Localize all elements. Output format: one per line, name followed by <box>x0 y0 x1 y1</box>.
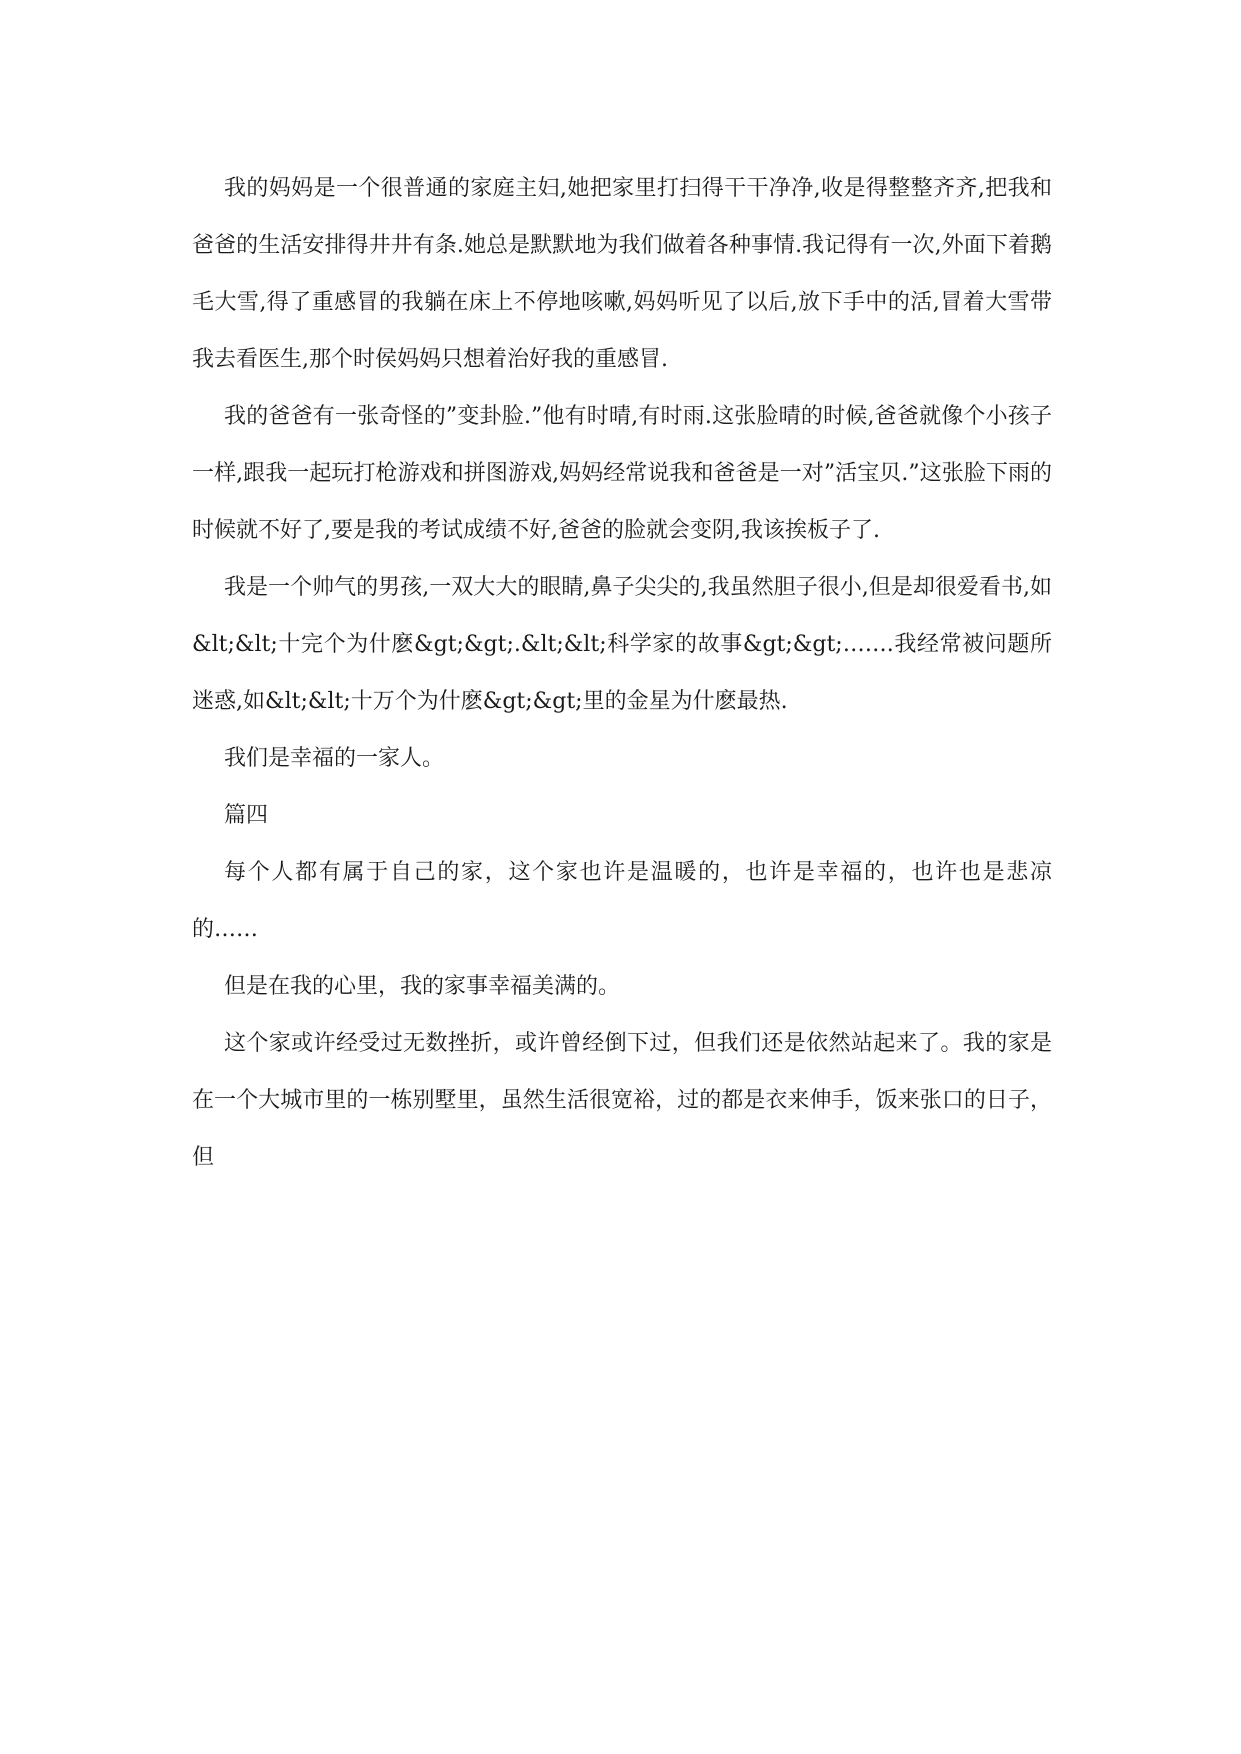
paragraph-mother: 我的妈妈是一个很普通的家庭主妇,她把家里打扫得干干净净,收是得整整齐齐,把我和爸爸的生活安排得井井有条.她总是默默地为我们做着各种事情.我记得有一次,外面下着鹅毛大雪,得了重感冒的我躺在床上不停地咳嗽,妈妈听见了以后,放下手中的活,冒着大雪带我去看医生,那个时侯妈妈只想着治好我的重感冒. <box>192 176 1052 372</box>
paragraph-happy-family: 我们是幸福的一家人。 <box>224 746 445 771</box>
paragraph-self: 我是一个帅气的男孩,一双大大的眼睛,鼻子尖尖的,我虽然胆子很小,但是却很爱看书,如&lt;&lt;十完个为什麽&gt;&gt;.&lt;&lt;科学家的故事&gt;&gt;…….我经常被问题所迷惑,如&lt;&lt;十万个为什麽&gt;&gt;里的金星为什麽最热. <box>192 575 1052 714</box>
paragraph-everyone-home: 每个人都有属于自己的家，这个家也许是温暖的，也许是幸福的，也许也是悲凉的…… <box>192 860 1052 942</box>
document-page <box>192 160 1052 1186</box>
paragraph-my-heart: 但是在我的心里，我的家事幸福美满的。 <box>224 974 621 999</box>
section-heading: 篇四 <box>224 803 269 828</box>
paragraph-father: 我的爸爸有一张奇怪的”变卦脸.”他有时晴,有时雨.这张脸晴的时候,爸爸就像个小孩子一样,跟我一起玩打枪游戏和拼图游戏,妈妈经常说我和爸爸是一对”活宝贝.”这张脸下雨的时候就不好了,要是我的考试成绩不好,爸爸的脸就会变阴,我该挨板子了. <box>192 404 1052 543</box>
paragraph-setbacks: 这个家或许经受过无数挫折，或许曾经倒下过，但我们还是依然站起来了。我的家是在一个大城市里的一栋别墅里，虽然生活很宽裕，过的都是衣来伸手，饭来张口的日子，但 <box>192 1031 1052 1170</box>
